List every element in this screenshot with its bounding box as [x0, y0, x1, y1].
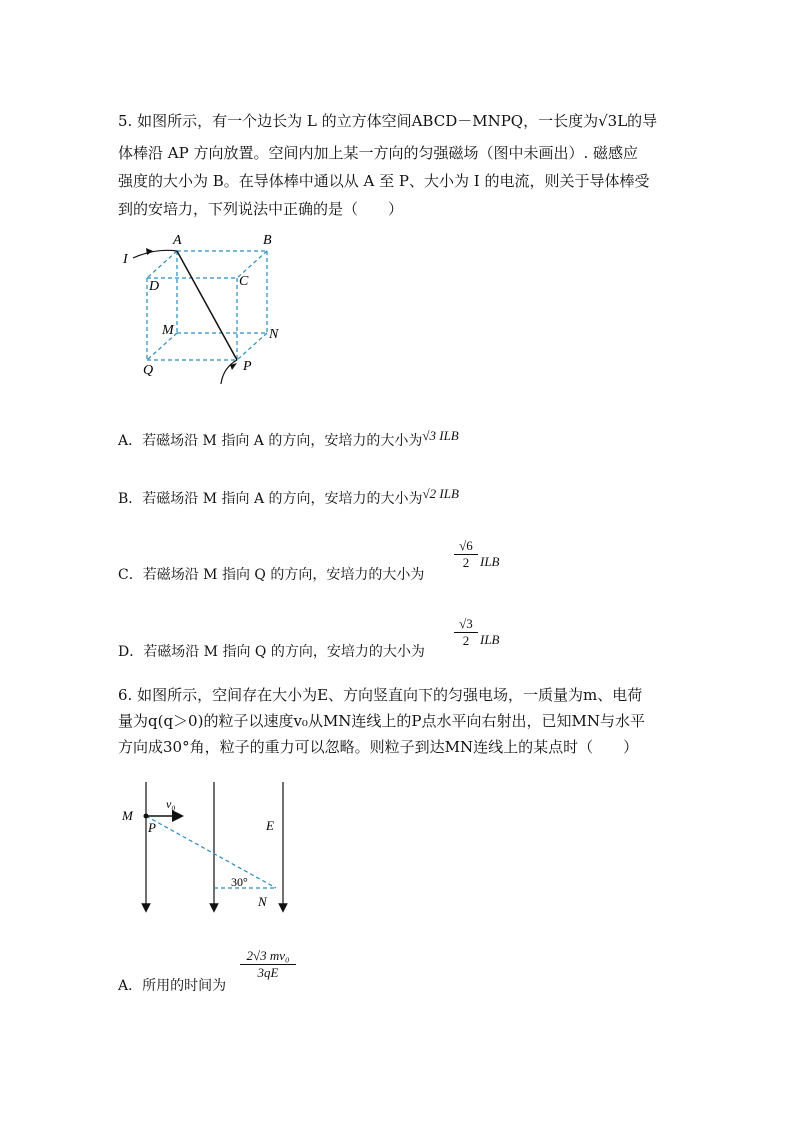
q6-line-1: 6. 如图所示，空间存在大小为E、方向竖直向下的匀强电场，一质量为m、电荷: [118, 686, 643, 704]
edge-NP: [237, 333, 267, 360]
q5-option-a-text: A．若磁场沿 M 指向 A 的方向，安培力的大小为: [118, 433, 423, 449]
q6-option-a-text: A．所用的时间为: [118, 978, 227, 994]
q5-option-d-tail: ILB: [480, 632, 500, 647]
label-D: D: [149, 279, 160, 294]
current-wire-out: [221, 360, 237, 384]
q5-option-d-denominator: 2: [462, 633, 470, 648]
q5-option-b[interactable]: [118, 486, 459, 508]
q5-line-1: 5. 如图所示，有一个边长为 L 的立方体空间ABCD－MNPQ，一长度为√3L的导: [118, 112, 658, 130]
q5-option-a-math: √3 ILB: [422, 428, 459, 443]
line-MN: [146, 816, 276, 888]
label-M: M: [122, 808, 133, 823]
label-E: E: [266, 818, 274, 833]
label-P: P: [243, 359, 252, 374]
q5-option-a[interactable]: [118, 428, 459, 450]
label-angle: 30°: [231, 875, 248, 889]
q5-line-4: 到的安培力，下列说法中正确的是（ ）: [118, 200, 404, 218]
q5-option-b-math: √2 ILB: [422, 486, 459, 501]
q6-option-a-fraction: [240, 948, 296, 981]
q6-option-a[interactable]: [118, 975, 226, 995]
label-P: P: [148, 820, 156, 835]
label-Q: Q: [143, 363, 154, 378]
q5-option-c-denominator: 2: [462, 555, 470, 570]
q6-option-a-denominator: 3qE: [257, 965, 279, 980]
label-N: N: [269, 327, 279, 342]
q5-option-c-numerator: √6: [454, 538, 478, 555]
q6-line-3: 方向成30°角，粒子的重力可以忽略。则粒子到达MN连线上的某点时（ ）: [118, 738, 639, 756]
rod-AP: [177, 251, 237, 360]
label-I: I: [123, 252, 128, 267]
q5-option-d[interactable]: [118, 641, 425, 661]
edge-AD: [147, 251, 177, 278]
field-figure: [118, 780, 298, 915]
q6-option-a-numerator: 2√3 mv₀: [240, 948, 296, 965]
q5-option-d-fraction: [454, 616, 478, 649]
q5-option-b-text: B．若磁场沿 M 指向 A 的方向，安培力的大小为: [118, 491, 423, 507]
question-6: [118, 682, 698, 760]
q5-option-c-tail: ILB: [480, 554, 500, 569]
q5-option-d-numerator: √3: [454, 616, 478, 633]
q6-line-2: 量为q(q＞0)的粒子以速度v₀从MN连线上的P点水平向右射出，已知MN与水平: [118, 712, 646, 730]
question-5: [118, 108, 698, 222]
label-C: C: [239, 274, 249, 289]
q5-option-c-text: C．若磁场沿 M 指向 Q 的方向，安培力的大小为: [118, 567, 425, 583]
label-M: M: [162, 323, 174, 338]
label-v0: v₀: [166, 797, 176, 811]
cube-figure: [115, 228, 305, 398]
q5-line-3: 强度的大小为 B。在导体棒中通以从 A 至 P、大小为 I 的电流，则关于导体棒受: [118, 172, 650, 190]
q5-line-2: 体棒沿 AP 方向放置。空间内加上某一方向的匀强磁场（图中未画出）. 磁感应: [118, 144, 639, 162]
label-N: N: [258, 894, 267, 909]
q5-option-c[interactable]: [118, 564, 424, 584]
q5-option-c-fraction: [454, 538, 478, 571]
label-B: B: [263, 233, 272, 248]
q5-option-d-text: D．若磁场沿 M 指向 Q 的方向，安培力的大小为: [118, 644, 425, 660]
label-A: A: [173, 233, 182, 248]
current-arrow-icon: [146, 248, 153, 255]
